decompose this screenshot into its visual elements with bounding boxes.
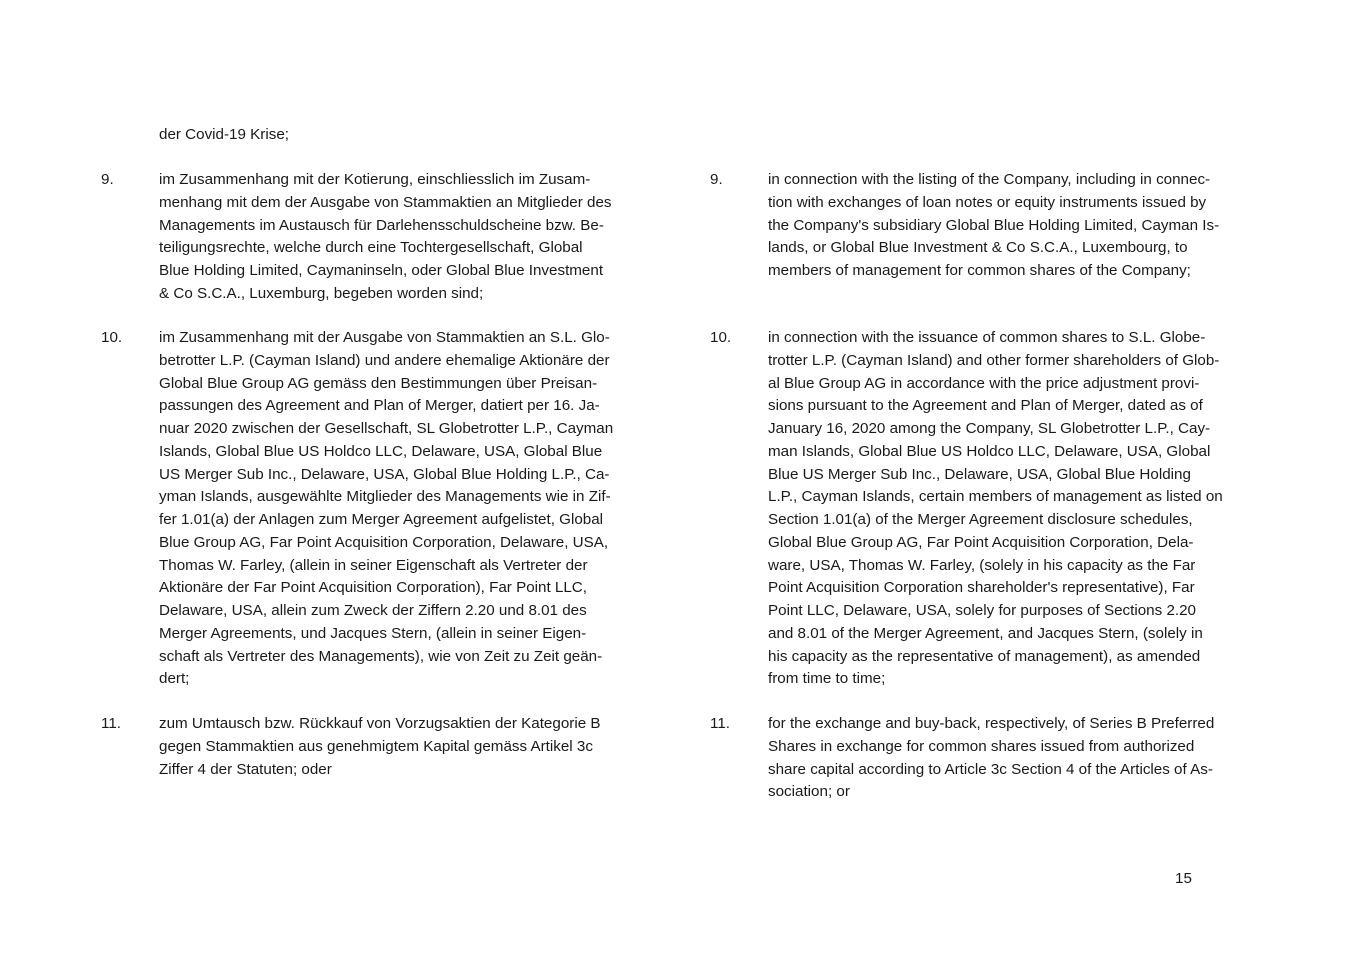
text-line: members of management for common shares of the Company; bbox=[768, 262, 1191, 279]
text-line: Blue Holding Limited, Caymaninseln, oder Global Blue Investment bbox=[159, 262, 604, 279]
text-line: sociation; or bbox=[768, 783, 850, 801]
text-line: trotter L.P. (Cayman Island) and other former shareholders of Glob- bbox=[768, 351, 1220, 369]
text-line: Point Acquisition Corporation shareholder's representative), Far bbox=[768, 579, 1195, 597]
item-number: 9. bbox=[101, 171, 114, 188]
item-number: 10. bbox=[101, 329, 123, 346]
text-line: zum Umtausch bzw. Rückkauf von Vorzugsaktien der Kategorie B bbox=[159, 715, 601, 732]
text-line: al Blue Group AG in accordance with the price adjustment provi- bbox=[768, 374, 1200, 392]
text-line: for the exchange and buy-back, respectively, of Series B Preferred bbox=[768, 715, 1215, 732]
text-line: in connection with the issuance of common shares to S.L. Globe- bbox=[768, 329, 1206, 346]
text-line: Point LLC, Delaware, USA, solely for purposes of Sections 2.20 bbox=[768, 602, 1197, 619]
item-text-en bbox=[768, 713, 1214, 804]
text-line: Aktionäre der Far Point Acquisition Corporation), Far Point LLC, bbox=[159, 579, 587, 597]
item-text-de bbox=[159, 327, 613, 691]
text-line: betrotter L.P. (Cayman Island) und andere ehemalige Aktionäre der bbox=[159, 351, 610, 369]
item-number: 9. bbox=[710, 171, 723, 188]
text-line: and 8.01 of the Merger Agreement, and Jacques Stern, (solely in bbox=[768, 624, 1203, 642]
text-line: nuar 2020 zwischen der Gesellschaft, SL Globetrotter L.P., Cayman bbox=[159, 420, 614, 437]
text-line: ware, USA, Thomas W. Farley, (solely in his capacity as the Far bbox=[768, 556, 1196, 574]
item-text-en bbox=[768, 327, 1223, 691]
text-line: im Zusammenhang mit der Ausgabe von Stammaktien an S.L. Glo- bbox=[159, 329, 610, 346]
text-line: the Company's subsidiary Global Blue Holding Limited, Cayman Is- bbox=[768, 216, 1220, 234]
text-line: schaft als Vertreter des Managements), wie von Zeit zu Zeit geän- bbox=[159, 647, 603, 665]
text-line: Managements im Austausch für Darlehensschuldscheine bzw. Be- bbox=[159, 216, 604, 234]
text-line: Merger Agreements, und Jacques Stern, (allein in seiner Eigen- bbox=[159, 624, 587, 642]
text-line: Blue US Merger Sub Inc., Delaware, USA, Global Blue Holding bbox=[768, 465, 1191, 483]
text-line: tion with exchanges of loan notes or equity instruments issued by bbox=[768, 193, 1207, 211]
item-number: 11. bbox=[710, 715, 730, 732]
text-line: lands, or Global Blue Investment & Co S.C.A., Luxembourg, to bbox=[768, 239, 1188, 257]
text-line: teiligungsrechte, welche durch eine Tochtergesellschaft, Global bbox=[159, 239, 583, 257]
item-number: 11. bbox=[101, 715, 121, 732]
text-line: Section 1.01(a) of the Merger Agreement disclosure schedules, bbox=[768, 511, 1193, 528]
text-line: his capacity as the representative of management), as amended bbox=[768, 647, 1201, 665]
item-text-en bbox=[768, 169, 1219, 283]
text-line: January 16, 2020 among the Company, SL Globetrotter L.P., Cay- bbox=[768, 420, 1211, 437]
text-line: Islands, Global Blue US Holdco LLC, Delaware, USA, Global Blue bbox=[159, 442, 603, 460]
text-line: share capital according to Article 3c Section 4 of the Articles of As- bbox=[768, 760, 1213, 778]
text-line: Thomas W. Farley, (allein in seiner Eigenschaft als Vertreter der bbox=[159, 556, 588, 574]
text-line: dert; bbox=[159, 670, 190, 688]
text-line: Blue Group AG, Far Point Acquisition Corporation, Delaware, USA, bbox=[159, 533, 609, 551]
item-number: 10. bbox=[710, 329, 732, 346]
item-text-de bbox=[159, 169, 612, 306]
text-line: yman Islands, ausgewählte Mitglieder des Managements wie in Zif- bbox=[159, 488, 611, 506]
text-line: Delaware, USA, allein zum Zweck der Ziffern 2.20 und 8.01 des bbox=[159, 602, 587, 619]
text-line: man Islands, Global Blue US Holdco LLC, Delaware, USA, Global bbox=[768, 442, 1211, 460]
page-number: 15 bbox=[1175, 870, 1192, 887]
text-line: Ziffer 4 der Statuten; oder bbox=[159, 760, 332, 778]
text-line: Global Blue Group AG gemäss den Bestimmungen über Preisan- bbox=[159, 374, 598, 392]
text-line: passungen des Agreement and Plan of Merger, datiert per 16. Ja- bbox=[159, 397, 600, 415]
text-line: in connection with the listing of the Company, including in connec- bbox=[768, 171, 1211, 188]
continuation-text bbox=[159, 124, 289, 147]
item-text-de bbox=[159, 713, 601, 781]
text-line: US Merger Sub Inc., Delaware, USA, Global Blue Holding L.P., Ca- bbox=[159, 465, 610, 483]
text-line: Global Blue Group AG, Far Point Acquisition Corporation, Dela- bbox=[768, 533, 1194, 551]
text-line: & Co S.C.A., Luxemburg, begeben worden sind; bbox=[159, 284, 484, 302]
text-line: Shares in exchange for common shares issued from authorized bbox=[768, 737, 1195, 755]
text-line: L.P., Cayman Islands, certain members of management as listed on bbox=[768, 488, 1223, 506]
text-line: der Covid-19 Krise; bbox=[159, 126, 289, 143]
text-line: fer 1.01(a) der Anlagen zum Merger Agreement aufgelistet, Global bbox=[159, 511, 604, 528]
text-line: gegen Stammaktien aus genehmigtem Kapital gemäss Artikel 3c bbox=[159, 737, 593, 755]
text-line: from time to time; bbox=[768, 670, 886, 688]
text-line: im Zusammenhang mit der Kotierung, einschliesslich im Zusam- bbox=[159, 171, 591, 188]
text-line: menhang mit dem der Ausgabe von Stammaktien an Mitglieder des bbox=[159, 193, 612, 211]
text-line: sions pursuant to the Agreement and Plan of Merger, dated as of bbox=[768, 397, 1203, 415]
